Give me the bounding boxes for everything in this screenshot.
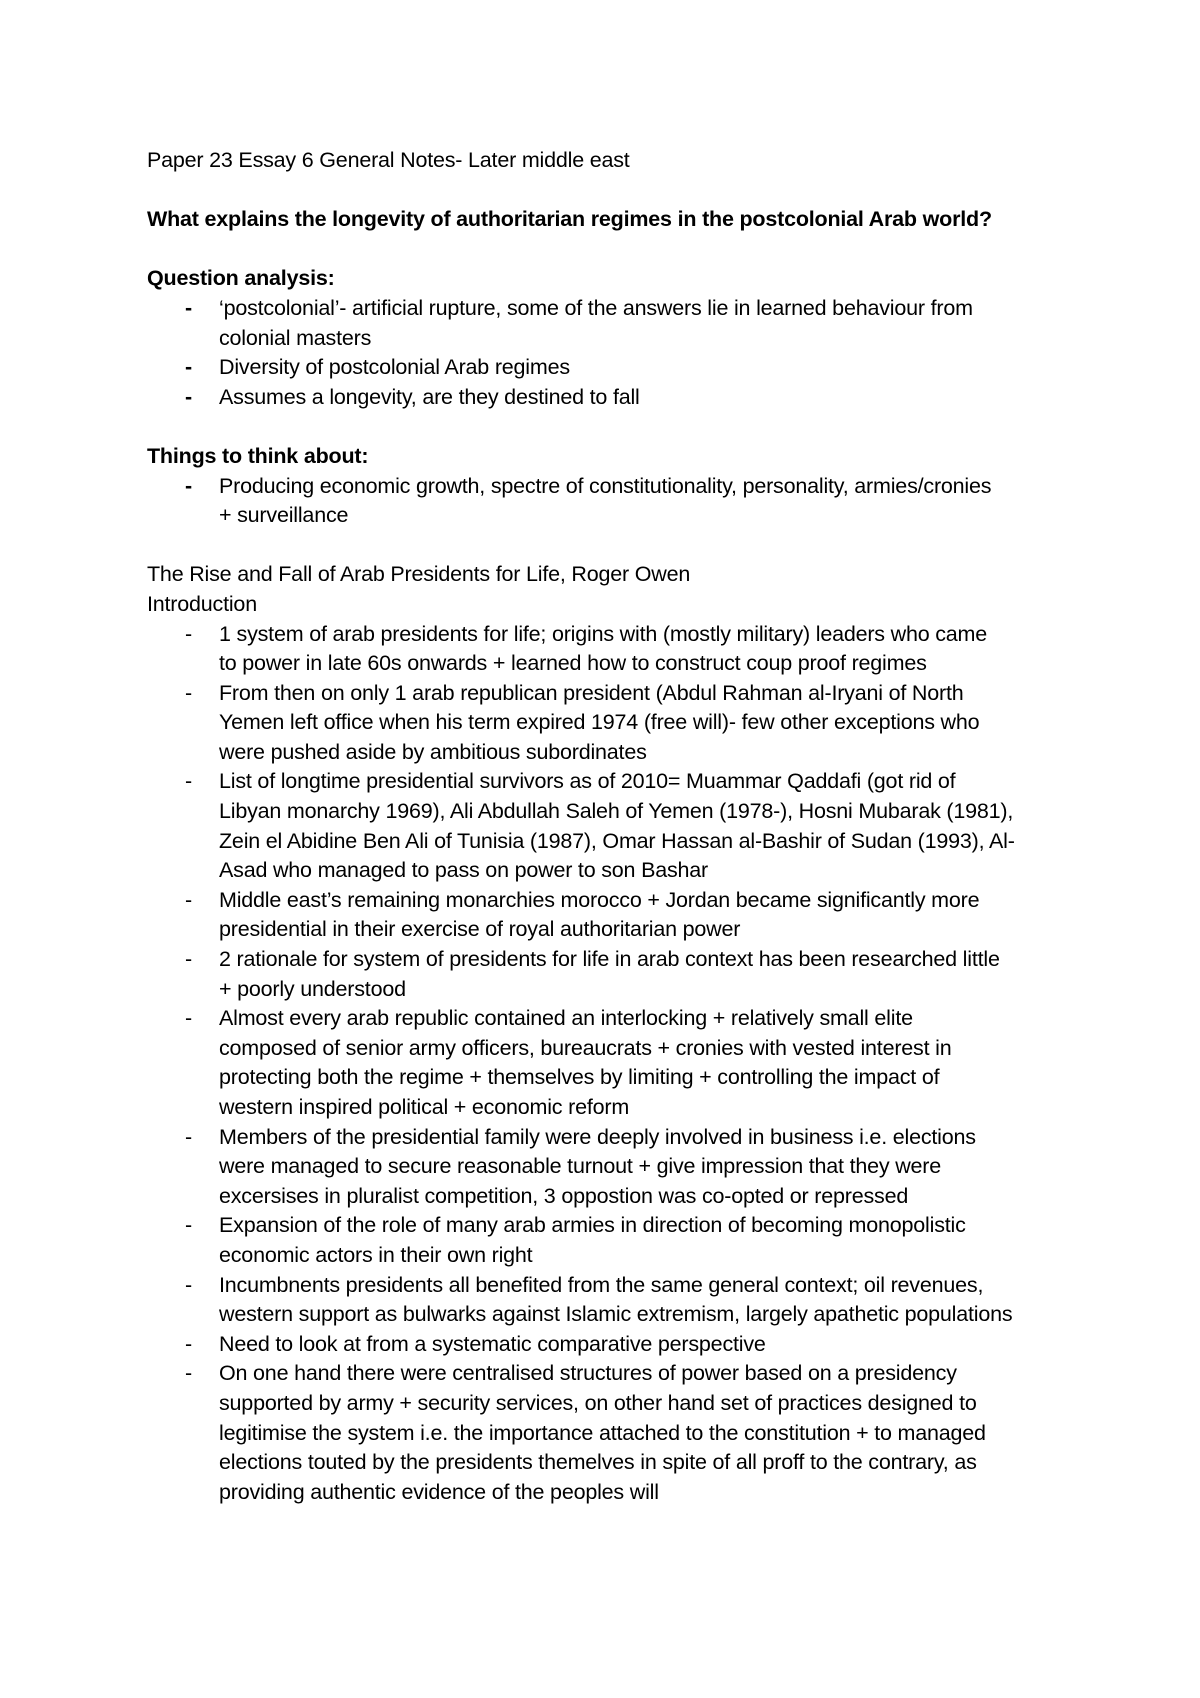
list-item-line: Diversity of postcolonial Arab regimes [219, 355, 570, 380]
list-item-line: supported by army + security services, on other hand set of practices designed to [219, 1390, 977, 1415]
list-item-line: Middle east’s remaining monarchies morocco + Jordan became significantly more [219, 887, 980, 912]
list-item [147, 886, 1087, 945]
list-item-line: + surveillance [219, 503, 349, 528]
bullet-dash: - [185, 384, 192, 409]
list-item-line: List of longtime presidential survivors as of 2010= Muammar Qaddafi (got rid of [219, 769, 956, 794]
spacer [147, 412, 1087, 442]
list-item-line: Zein el Abidine Ben Ali of Tunisia (1987), Omar Hassan al-Bashir of Sudan (1993), Al- [219, 828, 1015, 853]
list-item-line: From then on only 1 arab republican president (Abdul Rahman al-Iryani of North [219, 680, 964, 705]
list-item [147, 1330, 1087, 1360]
spacer [147, 235, 1087, 265]
list-item-line: excersises in pluralist competition, 3 oppostion was co-opted or repressed [219, 1183, 909, 1208]
bullet-dash: - [185, 295, 192, 320]
bullet-dash: - [185, 1272, 192, 1297]
list-item-line: were managed to secure reasonable turnout + give impression that they were [219, 1154, 941, 1179]
bullet-dash: - [185, 355, 192, 380]
list-item-line: Incumbnents presidents all benefited from the same general context; oil revenues, [219, 1272, 984, 1297]
list-item [147, 1004, 1087, 1122]
list-item-line: economic actors in their own right [219, 1242, 533, 1267]
document-page [147, 146, 1087, 1507]
list-item-line: 1 system of arab presidents for life; origins with (mostly military) leaders who came [219, 621, 988, 646]
analysis-heading: Question analysis: [147, 266, 335, 291]
bullet-dash: - [185, 1006, 192, 1031]
spacer [147, 176, 1087, 206]
bullet-dash: - [185, 887, 192, 912]
list-item-line: Members of the presidential family were deeply involved in business i.e. elections [219, 1124, 976, 1149]
list-item-line: to power in late 60s onwards + learned how to construct coup proof regimes [219, 651, 927, 676]
list-item-line: composed of senior army officers, bureaucrats + cronies with vested interest in [219, 1035, 952, 1060]
list-item [147, 767, 1087, 885]
list-item [147, 294, 1087, 353]
list-item [147, 1123, 1087, 1212]
list-item-line: + poorly understood [219, 976, 406, 1001]
list-item-line: Need to look at from a systematic comparative perspective [219, 1331, 766, 1356]
list-item [147, 1359, 1087, 1507]
list-item [147, 1211, 1087, 1270]
bullet-dash: - [185, 621, 192, 646]
list-item-line: Asad who managed to pass on power to son Bashar [219, 858, 708, 883]
list-item-line: legitimise the system i.e. the importance attached to the constitution + to managed [219, 1420, 986, 1445]
list-item-line: ‘postcolonial’- artificial rupture, some of the answers lie in learned behaviour from [219, 295, 973, 320]
bullet-dash: - [185, 473, 192, 498]
list-item-line: colonial masters [219, 325, 372, 350]
list-item [147, 945, 1087, 1004]
bullet-dash: - [185, 680, 192, 705]
list-item [147, 383, 1087, 413]
list-item-line: Assumes a longevity, are they destined to fall [219, 384, 640, 409]
list-item-line: Yemen left office when his term expired 1974 (free will)- few other exceptions who [219, 710, 980, 735]
think-list [147, 472, 1087, 531]
analysis-list [147, 294, 1087, 412]
bullet-dash: - [185, 947, 192, 972]
list-item [147, 620, 1087, 679]
list-item-line: 2 rationale for system of presidents for life in arab context has been researched little [219, 947, 1000, 972]
list-item [147, 1271, 1087, 1330]
bullet-dash: - [185, 1124, 192, 1149]
list-item-line: Expansion of the role of many arab armies in direction of becoming monopolistic [219, 1213, 966, 1238]
list-item-line: On one hand there were centralised structures of power based on a presidency [219, 1361, 957, 1386]
list-item-line: protecting both the regime + themselves by limiting + controlling the impact of [219, 1065, 940, 1090]
list-item [147, 472, 1087, 531]
intro-heading: Introduction [147, 591, 257, 616]
list-item [147, 679, 1087, 768]
book-title: The Rise and Fall of Arab Presidents for Life, Roger Owen [147, 562, 691, 587]
list-item-line: were pushed aside by ambitious subordinates [219, 739, 647, 764]
list-item-line: Almost every arab republic contained an interlocking + relatively small elite [219, 1006, 913, 1031]
essay-question: What explains the longevity of authoritarian regimes in the postcolonial Arab world? [147, 207, 992, 232]
think-heading: Things to think about: [147, 443, 369, 468]
list-item-line: Libyan monarchy 1969), Ali Abdullah Saleh of Yemen (1978-), Hosni Mubarak (1981), [219, 799, 1014, 824]
bullet-dash: - [185, 1331, 192, 1356]
list-item-line: providing authentic evidence of the peoples will [219, 1479, 659, 1504]
list-item-line: Producing economic growth, spectre of constitutionality, personality, armies/cronies [219, 473, 992, 498]
spacer [147, 531, 1087, 561]
list-item [147, 353, 1087, 383]
list-item-line: western inspired political + economic reform [219, 1095, 630, 1119]
document-title: Paper 23 Essay 6 General Notes- Later middle east [147, 148, 630, 172]
bullet-dash: - [185, 769, 192, 794]
intro-list [147, 620, 1087, 1508]
list-item-line: presidential in their exercise of royal authoritarian power [219, 917, 741, 942]
bullet-dash: - [185, 1361, 192, 1386]
list-item-line: western support as bulwarks against Islamic extremism, largely apathetic populations [219, 1302, 1013, 1327]
bullet-dash: - [185, 1213, 192, 1238]
list-item-line: elections touted by the presidents themelves in spite of all proff to the contrary, as [219, 1450, 977, 1475]
